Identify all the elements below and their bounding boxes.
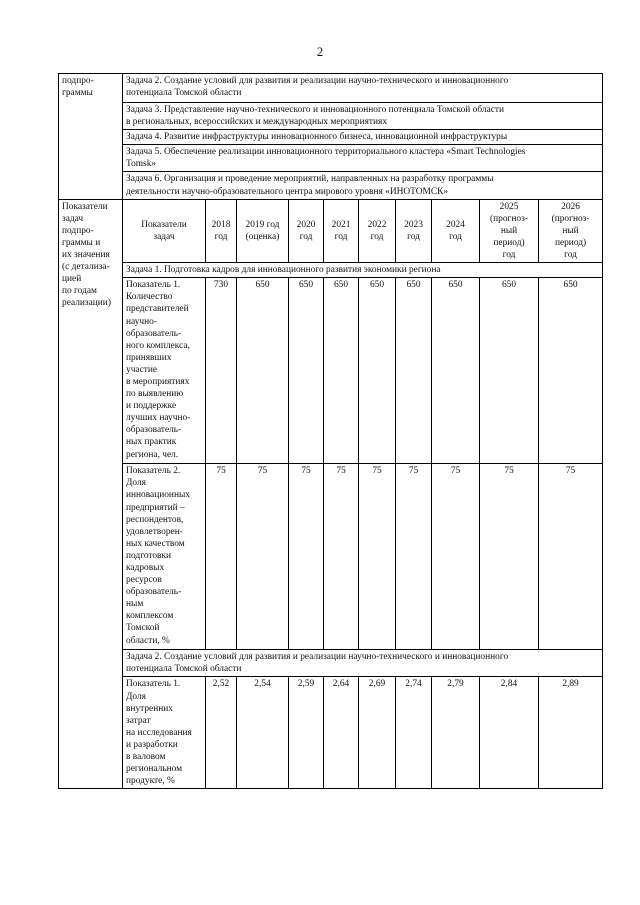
header-year-2023: 2023 год [396,199,432,262]
indicator-2-1-name: Показатель 1. Доля внутренних затрат на исследования и разработки в валовом региональном продукте, % [123,677,206,789]
value-cell: 75 [432,464,480,650]
header-year-2019: 2019 год (оценка) [237,199,289,262]
header-year-2020: 2020 год [289,199,324,262]
value-cell: 75 [539,464,603,650]
value-cell: 650 [237,278,289,464]
indicators-label: Показатели задач подпро- граммы и их значения (с детализа- цией по годам реализации) [59,199,123,789]
section-2-title: Задача 2. Создание условий для развития и реализации научно-технического и инновационного потенциала Томской области [123,650,603,677]
task-6-top: Задача 6. Организация и проведение мероприятий, направленных на разработку программы деятельности научно-образовательного центра мирового уровня «ИНОТОМСК» [123,172,603,199]
section-1-title: Задача 1. Подготовка кадров для инновационного развития экономики региона [123,263,603,278]
value-cell: 650 [432,278,480,464]
task-3-top: Задача 3. Представление научно-технического и инновационного потенциала Томской области в региональных, всероссийских и международных мероприятиях [123,103,603,130]
value-cell: 75 [480,464,539,650]
value-cell: 650 [359,278,396,464]
header-indicators: Показатели задач [123,199,206,262]
value-cell: 75 [289,464,324,650]
task-2-top: Задача 2. Создание условий для развития и реализации научно-технического и инновационного потенциала Томской области [123,74,603,103]
value-cell: 2,69 [359,677,396,789]
value-cell: 650 [324,278,359,464]
value-cell: 650 [289,278,324,464]
subprogram-tasks-label: подпро- граммы [59,74,123,200]
page-number: 2 [316,44,324,59]
value-cell: 730 [206,278,237,464]
value-cell: 75 [237,464,289,650]
value-cell: 2,74 [396,677,432,789]
value-cell: 650 [480,278,539,464]
value-cell: 2,52 [206,677,237,789]
value-cell: 75 [396,464,432,650]
subprogram-table [58,73,603,789]
indicator-1-1-name: Показатель 1. Количество представителей научно- образователь- ного комплекса, принявших участие в мероприятиях по выявлению и поддержке лучших научно- образователь- ных практик региона, чел. [123,278,206,464]
header-year-2018: 2018 год [206,199,237,262]
task-4-top: Задача 4. Развитие инфраструктуры инновационного бизнеса, инновационной инфраструктуры [123,130,603,145]
value-cell: 75 [206,464,237,650]
value-cell: 2,84 [480,677,539,789]
indicator-1-2-name: Показатель 2. Доля инновационных предприятий – респондентов, удовлетворен- ных качеством подготовки кадровых ресурсов образователь- ным комплексом Томской области, % [123,464,206,650]
task-5-top: Задача 5. Обеспечение реализации инновационного территориального кластера «Smart Technologies Tomsk» [123,145,603,172]
header-year-2021: 2021 год [324,199,359,262]
value-cell: 2,59 [289,677,324,789]
value-cell: 2,64 [324,677,359,789]
value-cell: 2,54 [237,677,289,789]
header-year-2022: 2022 год [359,199,396,262]
header-year-2025: 2025 (прогноз- ный период) год [480,199,539,262]
value-cell: 75 [324,464,359,650]
value-cell: 2,89 [539,677,603,789]
header-year-2026: 2026 (прогноз- ный период) год [539,199,603,262]
header-year-2024: 2024 год [432,199,480,262]
value-cell: 75 [359,464,396,650]
value-cell: 2,79 [432,677,480,789]
value-cell: 650 [539,278,603,464]
value-cell: 650 [396,278,432,464]
